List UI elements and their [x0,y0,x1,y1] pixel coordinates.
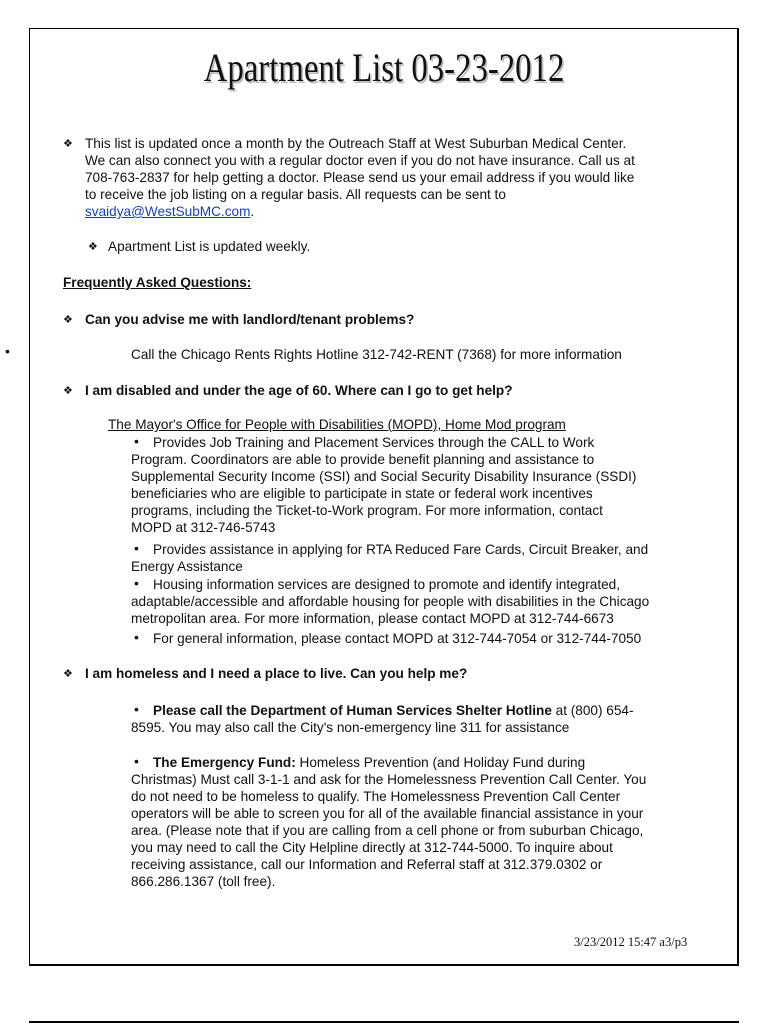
diamond-bullet-icon: ❖ [63,385,73,397]
bullet-icon: • [134,629,139,645]
program-line: Provides Job Training and Placement Services through the CALL to Work [153,435,595,450]
intro-line: This list is updated once a month by the Outreach Staff at West Suburban Medical Center. [85,136,627,151]
email-link[interactable]: svaidya@WestSubMC.com [85,204,251,219]
page-divider [29,1021,739,1023]
email-suffix: . [250,204,255,219]
answer-1: Call the Chicago Rents Rights Hotline 312-742-RENT (7368) for more information [131,347,622,362]
program-line: adaptable/accessible and affordable housing for people with disabilities in the Chicago [131,594,650,609]
emergency-fund-bold: The Emergency Fund: [153,755,296,770]
emergency-fund-line: area. (Please note that if you are calling from a cell phone or from suburban Chicago, [131,823,644,838]
emergency-fund-line: operators will be able to screen you for all of the available financial assistance in your [131,806,644,821]
intro-line: 708-763-2837 for help getting a doctor. Please send us your email address if you would like [85,170,635,185]
program-line: beneficiaries who are eligible to participate in state or federal work incentives [131,486,593,501]
emergency-fund-line: you may need to call the City Helpline directly at 312-744-5000. To inquire about [131,840,613,855]
bullet-icon: • [134,753,139,769]
diamond-bullet-icon: ❖ [63,138,73,150]
shelter-hotline-bold: Please call the Department of Human Services Shelter Hotline [153,703,552,718]
question-3: I am homeless and I need a place to live. Can you help me? [85,666,468,681]
diamond-bullet-icon: ❖ [63,668,73,680]
program-line: programs, including the Ticket-to-Work program. For more information, contact [131,503,603,518]
stray-bullet-icon: • [5,343,10,359]
bullet-icon: • [134,540,139,556]
intro-line: We can also connect you with a regular doctor even if you do not have insurance. Call us at [85,153,635,168]
program-line: For general information, please contact MOPD at 312-744-7054 or 312-744-7050 [153,631,642,646]
program-line: metropolitan area. For more information, please contact MOPD at 312-744-6673 [131,611,614,626]
program-line: Supplemental Security Income (SSI) and Social Security Disability Insurance (SSDI) [131,469,637,484]
bullet-icon: • [134,433,139,449]
emergency-fund-line [153,754,585,771]
question-1: Can you advise me with landlord/tenant problems? [85,312,415,327]
intro-line: to receive the job listing on a regular basis. All requests can be sent to [85,187,506,202]
program-line: Provides assistance in applying for RTA Reduced Fare Cards, Circuit Breaker, and [153,542,649,557]
program-line: Energy Assistance [131,559,243,574]
emergency-fund-rest: Homeless Prevention (and Holiday Fund during [295,755,586,770]
program-line: MOPD at 312-746-5743 [131,520,276,535]
program-line: Program. Coordinators are able to provide benefit planning and assistance to [131,452,595,467]
sub-bullet-text: Apartment List is updated weekly. [108,239,311,254]
bullet-icon: • [134,575,139,591]
diamond-bullet-icon: ❖ [63,314,73,326]
emergency-fund-line: do not need to be homeless to qualify. The Homelessness Prevention Call Center [131,789,621,804]
bullet-icon: • [134,701,139,717]
question-2: I am disabled and under the age of 60. Where can I go to get help? [85,383,513,398]
emergency-fund-line: Christmas) Must call 3-1-1 and ask for the Homelessness Prevention Call Center. You [131,772,647,787]
shelter-hotline-line-2: 8595. You may also call the City's non-emergency line 311 for assistance [131,720,570,735]
shelter-hotline-rest: at (800) 654- [551,703,634,718]
emergency-fund-line: receiving assistance, call our Information and Referral staff at 312.379.0302 or [131,857,603,872]
program-heading: The Mayor's Office for People with Disabilities (MOPD), Home Mod program [108,417,566,432]
page-footer: 3/23/2012 15:47 a3/p3 [574,935,688,949]
page-title: Apartment List 03-23-2012 [203,45,565,90]
shelter-hotline-line [153,702,634,719]
faq-heading: Frequently Asked Questions: [63,275,252,290]
emergency-fund-line: 866.286.1367 (toll free). [131,874,276,889]
intro-email-line [85,203,254,220]
diamond-bullet-icon: ❖ [88,241,98,253]
program-line: Housing information services are designed to promote and identify integrated, [153,577,620,592]
